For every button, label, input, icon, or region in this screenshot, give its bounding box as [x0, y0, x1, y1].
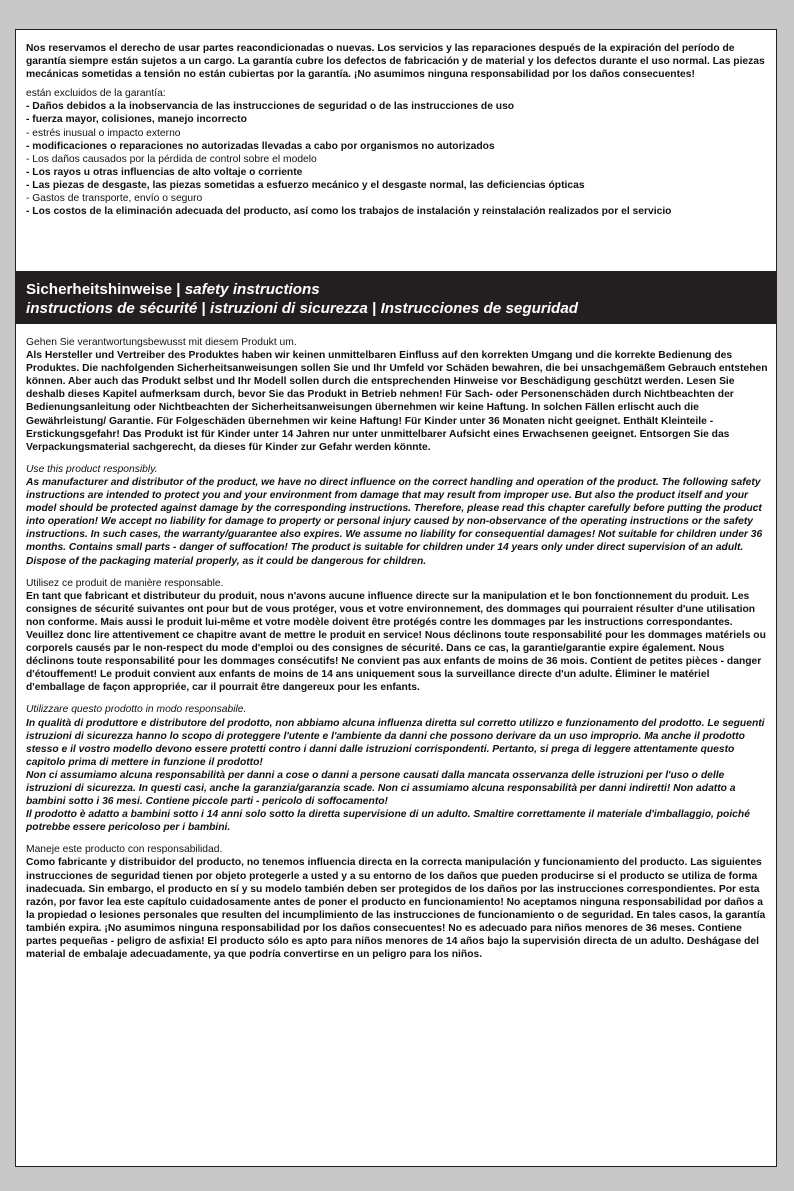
section-it-body-2: Non ci assumiamo alcuna responsabilità per danni a cose o danni a persone causati dalla mancata osservanza delle istruzioni per l'uso o delle istruzioni di sicurezza. In questi casi, anche la garanzia/garanzia scade. Non ci assumiamo alcuna responsabilità per danni indiretti! Non adatto a bambini sotto i 36 mesi. Contiene piccole parti - pericolo di soffocamento!	[26, 769, 736, 808]
banner-line-2	[26, 299, 766, 318]
safety-sections	[26, 336, 768, 961]
section-it-body: In qualità di produttore e distributore del prodotto, non abbiamo alcuna influenza diretta sul corretto utilizzo e funzionamento del prodotto. Le seguenti istruzioni di sicurezza hanno lo scopo di proteggere l'utente e l'ambiente da danni che possono derivare da un uso improprio. Ma anche il prodotto stesso e il vostro modello devono essere protetti contro i danni dalle istruzioni corrispondenti. Pertanto, si prega di leggere attentamente questo capitolo prima di mettere in funzione il prodotto!	[26, 717, 765, 768]
banner-title-it: istruzioni di sicurezza	[210, 300, 368, 317]
section-fr-body: En tant que fabricant et distributeur du produit, nous n'avons aucune influence directe sur la manipulation et le bon fonctionnement du produit. Les consignes de sécurité suivantes ont pour but de vous protéger, vous et votre environnement, des dommages qui pourraient résulter d'une utilisation non conforme. Mais aussi le produit lui-même et votre modèle doivent être protégés contre les dommages par les instructions correspondantes. Veuillez donc lire attentivement ce chapitre avant de mettre le produit en service! Nous déclinons toute responsabilité pour les dommages matériels ou corporels causés par le non-respect du mode d'emploi ou des consignes de sécurité. Dans ce cas, la garantie/garantie expire également. Nous déclinons toute responsabilité pour les dommages consécutifs! Ne convient pas aux enfants de moins de 36 mois. Contient de petites pièces - danger d'étouffement! Le produit convient aux enfants de moins de 14 ans uniquement sous la surveillance directe d'un adulte. Éliminer le matériel d'emballage de façon appropriée, car il pourrait être dangereux pour les enfants.	[26, 590, 766, 694]
excluded-item: - Los daños causados por la pérdida de control sobre el modelo	[26, 153, 317, 165]
excluded-item: - Daños debidos a la inobservancia de las instrucciones de seguridad o de las instrucciones de uso	[26, 101, 515, 113]
excluded-item: - estrés inusual o impacto externo	[26, 127, 181, 139]
excluded-list	[26, 100, 766, 218]
excluded-item: - Los rayos u otras influencias de alto voltaje o corriente	[26, 166, 303, 178]
banner-title-es: Instrucciones de seguridad	[380, 300, 579, 317]
excluded-item: - Los costos de la eliminación adecuada del producto, así como los trabajos de instalación y reinstalación realizados por el servicio	[26, 206, 672, 218]
banner-title-en: safety instructions	[184, 281, 320, 298]
section-es-heading: Maneje este producto con responsabilidad.	[26, 844, 223, 856]
excluded-item: - Las piezas de desgaste, las piezas sometidas a esfuerzo mecánico y el desgaste normal, las deficiencias ópticas	[26, 179, 585, 191]
section-it-heading: Utilizzare questo prodotto in modo responsabile.	[26, 704, 247, 716]
banner-title-de: Sicherheitshinweise |	[26, 281, 185, 298]
section-en-body: As manufacturer and distributor of the product, we have no direct influence on the correct handling and operation of the product. The following safety instructions are intended to protect you and your environment from damage that may result from improper use. But also the product itself and your model should be protected against damage by the corresponding instructions. Therefore, please read this chapter carefully before putting the product into operation! We accept no liability for damage to property or personal injury caused by non-observance of the operating instructions or the safety instructions. In such cases, the warranty/guarantee also expires. We assume no liability for consequential damages! Not suitable for children under 36 months. Contains small parts - danger of suffocation! The product is suitable for children under 14 years only under direct supervision of an adult. Dispose of the packaging material properly, as it could be dangerous for children.	[26, 476, 763, 567]
excluded-item: - Gastos de transporte, envío o seguro	[26, 193, 203, 205]
banner-separator: |	[197, 300, 211, 317]
section-fr-heading: Utilisez ce produit de manière responsable.	[26, 577, 224, 589]
section-it-body-3: Il prodotto è adatto a bambini sotto i 14 anni solo sotto la diretta supervisione di un adulto. Smaltire correttamente il materiale d'imballaggio, poiché potrebbe essere pericoloso per i bambini.	[26, 809, 750, 834]
excluded-item: - fuerza mayor, colisiones, manejo incorrecto	[26, 114, 247, 126]
section-de-body: Als Hersteller und Vertreiber des Produktes haben wir keinen unmittelbaren Einfluss auf den korrekten Umgang und die korrekte Bedienung des Produktes. Die nachfolgenden Sicherheitsanweisungen sollen Sie und Ihr Umfeld vor Schäden bewahren, die bei unsachgemäßem Gebrauch entstehen können. Aber auch das Produkt selbst und Ihr Modell sollen durch die entsprechenden Hinweise vor Beschädigung geschützt werden. Lesen Sie deshalb dieses Kapitel aufmerksam durch, bevor Sie das Produkt in Betrieb nehmen! Für Sach- oder Personenschäden durch Nichtbeachten der Bedienungsanleitung oder Nichtbeachten der Sicherheitsanweisungen übernehmen wir keine Haftung. In solchen Fällen erlischt auch die Gewährleistung/ Garantie. Für Folgeschäden übernehmen wir keine Haftung! Für Kinder unter 36 Monaten nicht geeignet. Enthält Kleinteile - Erstickungsgefahr! Das Produkt ist für Kinder unter 14 Jahren nur unter unmittelbarer Aufsicht eines Erwachsenen geeignet. Entsorgen Sie das Verpackungsmaterial sachgerecht, da dieses für Kinder zur Gefahr werden könnte.	[26, 350, 768, 453]
document-page	[15, 29, 777, 1167]
banner-title-fr: instructions de sécurité	[26, 300, 198, 317]
warranty-section	[16, 30, 776, 218]
section-de-heading: Gehen Sie verantwortungsbewusst mit diesem Produkt um.	[26, 337, 297, 348]
excluded-item: - modificaciones o reparaciones no autorizadas llevadas a cabo por organismos no autorizados	[26, 140, 495, 152]
banner-line-1	[26, 280, 766, 299]
banner-separator: |	[367, 300, 381, 317]
section-en-heading: Use this product responsibly.	[26, 463, 158, 475]
warranty-intro: Nos reservamos el derecho de usar partes reacondicionadas o nuevas. Los servicios y las reparaciones después de la expiración del período de garantía siempre están sujetos a un cargo. La garantía cubre los defectos de fabricación y de material y los defectos durante el uso normal. Las piezas mecánicas sometidas a tensión no están cubiertas por la garantía. ¡No asumimos ninguna responsabilidad por los daños consecuentes!	[26, 43, 765, 81]
excluded-heading: están excluidos de la garantía:	[26, 88, 166, 100]
section-es-body: Como fabricante y distribuidor del producto, no tenemos influencia directa en la correcta manipulación y funcionamiento del producto. Las siguientes instrucciones de seguridad tienen por objeto protegerle a usted y a su entorno de los daños que pueden producirse si el producto se utiliza de forma inadecuada. Sin embargo, el producto en sí y su modelo también deben ser protegidos de los daños por las instrucciones correspondientes. Por esta razón, por favor lea este capítulo cuidadosamente antes de poner el producto en funcionamiento! No aceptamos ninguna responsabilidad por daños a la propiedad o lesiones personales que resulten del incumplimiento de las instrucciones de funcionamiento o de seguridad. En tales casos, la garantía también expira. ¡No asumimos ninguna responsabilidad por los daños consecuentes! No es adecuado para niños menores de 36 meses. Contiene partes pequeñas - peligro de asfixia! El producto sólo es apto para niños menores de 14 años bajo la supervisión directa de un adulto. Deshágase del material de embalaje adecuadamente, ya que podría convertirse en un peligro para los niños.	[26, 857, 766, 961]
safety-banner	[16, 271, 776, 324]
